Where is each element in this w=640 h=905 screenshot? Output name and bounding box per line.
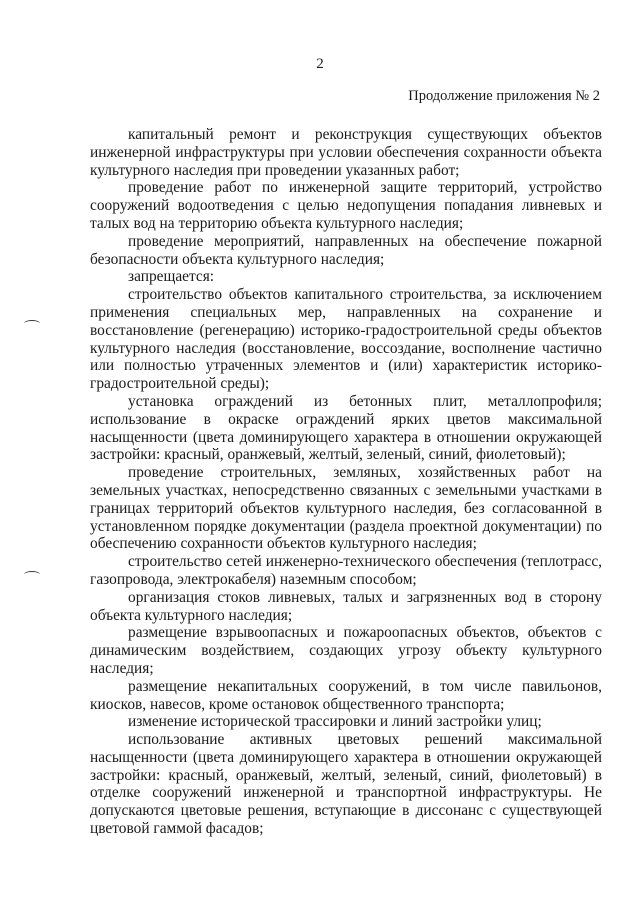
appendix-continuation-note: Продолжение приложения № 2 [408, 88, 600, 104]
paragraph: проведение мероприятий, направленных на обеспечение пожарной безопасности объекта культурного наследия; [90, 232, 602, 268]
paragraph: размещение некапитальных сооружений, в том числе павильонов, киосков, навесов, кроме остановок общественного транспорта; [90, 677, 602, 713]
paragraph: размещение взрывоопасных и пожароопасных объектов, объектов с динамическим воздействием, создающих угрозу объекту культурного наследия; [90, 624, 602, 677]
scan-margin-mark [24, 320, 40, 327]
document-body [90, 126, 602, 838]
paragraph: капитальный ремонт и реконструкция существующих объектов инженерной инфраструктуры при условии обеспечения сохранности объекта культурного наследия при проведении указанных работ; [90, 126, 602, 179]
scan-margin-mark [24, 571, 40, 578]
paragraph: запрещается: [128, 268, 215, 286]
paragraph: строительство сетей инженерно-технического обеспечения (теплотрасс, газопровода, электрокабеля) наземным способом; [90, 553, 602, 588]
paragraph: использование активных цветовых решений максимальной насыщенности (цвета доминирующего характера в отношении окружающей застройки: красный, оранжевый, желтый, зеленый, синий, фиолетовый) в отделке сооружений инженерной и транспортной инфраструктуры. Не допускаются цветовые решения, вступающие в диссонанс с существующей цветовой гаммой фасадов; [90, 731, 602, 838]
paragraph: организация стоков ливневых, талых и загрязненных вод в сторону объекта культурного наследия; [90, 588, 602, 624]
paragraph: проведение работ по инженерной защите территорий, устройство сооружений водоотведения с целью недопущения попадания ливневых и талых вод на территорию объекта культурного наследия; [90, 179, 602, 232]
paragraph: строительство объектов капитального строительства, за исключением применения специальных мер, направленных на сохранение и восстановление (регенерацию) историко-градостроительной среды объектов культурного наследия (восстановление, воссоздание, восполнение частично или полностью утраченных элементов и (или) характеристик историко-градостроительной среды); [90, 286, 602, 393]
paragraph: проведение строительных, земляных, хозяйственных работ на земельных участках, непосредственно связанных с земельными участками в границах территорий объектов культурного наследия, без согласованной в установленном порядке документации (раздела проектной документации) по обеспечению сохранности объектов культурного наследия; [90, 464, 602, 553]
page-number: 2 [316, 56, 324, 72]
paragraph: изменение исторической трассировки и линий застройки улиц; [128, 713, 542, 731]
paragraph: установка ограждений из бетонных плит, металлопрофиля; использование в окраске ограждений ярких цветов максимальной насыщенности (цвета доминирующего характера в отношении окружающей застройки: красный, оранжевый, желтый, зеленый, синий, фиолетовый); [90, 392, 602, 464]
